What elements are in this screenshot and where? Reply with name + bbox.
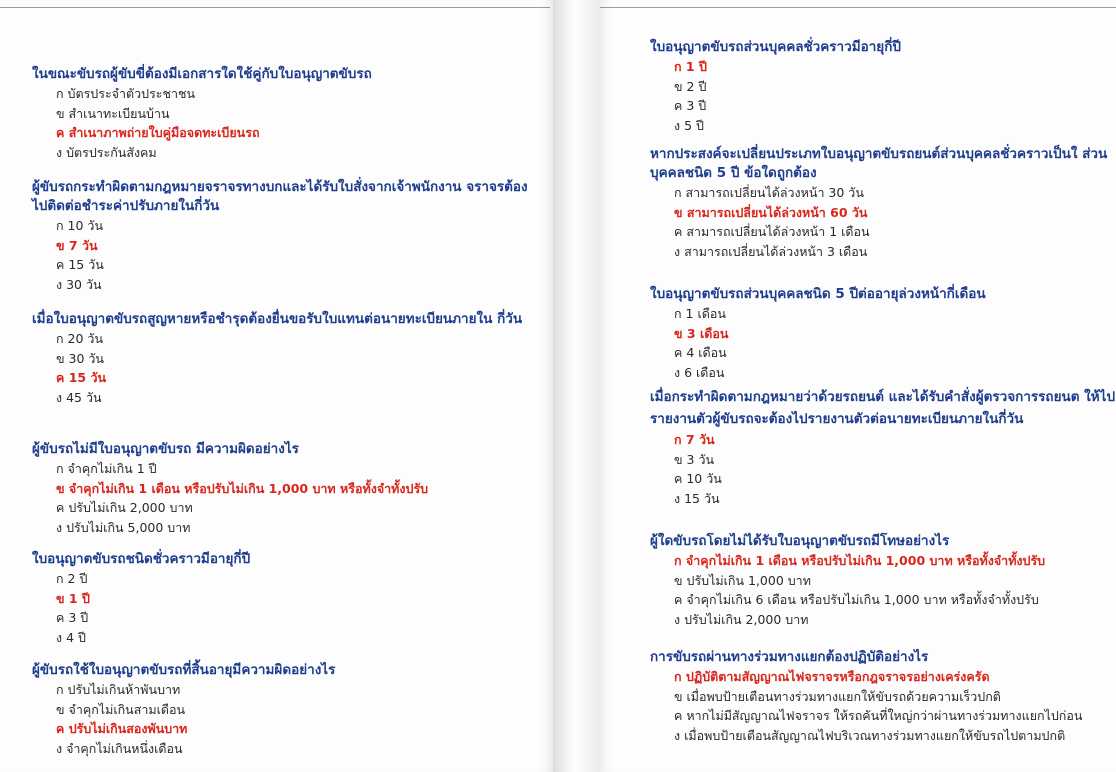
answer-option: ก 20 วัน bbox=[56, 331, 103, 346]
answer-option: ค ปรับไม่เกิน 2,000 บาท bbox=[56, 500, 193, 515]
page-top-rule bbox=[0, 7, 550, 8]
correct-answer-option: ข จำคุกไม่เกิน 1 เดือน หรือปรับไม่เกิน 1,000 บาท หรือทั้งจำทั้งปรับ bbox=[56, 480, 429, 496]
question-text: ผู้ขับรถไม่มีใบอนุญาตขับรถ มีความผิดอย่างไร bbox=[32, 441, 299, 457]
question-text: ใบอนุญาตขับรถส่วนบุคคลชนิด 5 ปีต่ออายุล่วงหน้ากี่เดือน bbox=[650, 286, 986, 302]
answer-option: ก 1 เดือน bbox=[674, 306, 726, 321]
answer-option: ข ปรับไม่เกิน 1,000 บาท bbox=[674, 572, 811, 588]
correct-answer-option: ค 15 วัน bbox=[56, 370, 107, 385]
answer-option: ค 10 วัน bbox=[674, 471, 722, 486]
correct-answer-option: ข 3 เดือน bbox=[674, 325, 729, 341]
question-block bbox=[32, 65, 372, 162]
answer-option: ก 2 ปี bbox=[56, 571, 88, 586]
correct-answer-option: ก ปฏิบัติตามสัญญาณไฟจราจรหรือกฎจราจรอย่างเคร่งครัด bbox=[674, 669, 990, 684]
answer-option: ง 45 วัน bbox=[56, 389, 102, 405]
answer-option: ค 4 เดือน bbox=[674, 345, 727, 360]
answer-option: ค 15 วัน bbox=[56, 257, 104, 272]
correct-answer-option: ก 1 ปี bbox=[674, 59, 707, 74]
answer-option: ง 6 เดือน bbox=[674, 364, 725, 380]
answer-option: ง สามารถเปลี่ยนได้ล่วงหน้า 3 เดือน bbox=[674, 243, 868, 259]
answer-option: ก บัตรประจำตัวประชาชน bbox=[56, 86, 196, 101]
correct-answer-option: ข สามารถเปลี่ยนได้ล่วงหน้า 60 วัน bbox=[674, 204, 868, 220]
question-text: ในขณะขับรถผู้ขับขี่ต้องมีเอกสารใดใช้คู่กับใบอนุญาตขับรถ bbox=[32, 66, 372, 82]
answer-option: ค จำคุกไม่เกิน 6 เดือน หรือปรับไม่เกิน 1,000 บาท หรือทั้งจำทั้งปรับ bbox=[674, 592, 1039, 607]
answer-option: ค 3 ปี bbox=[56, 610, 89, 625]
answer-option: ก สามารถเปลี่ยนได้ล่วงหน้า 30 วัน bbox=[674, 185, 864, 200]
question-text: ใบอนุญาตขับรถชนิดชั่วคราวมีอายุกี่ปี bbox=[32, 551, 251, 567]
question-text: การขับรถผ่านทางร่วมทางแยกต้องปฏิบัติอย่างไร bbox=[650, 649, 929, 665]
answer-option: ง จำคุกไม่เกินหนึ่งเดือน bbox=[56, 740, 183, 756]
page-top-rule bbox=[600, 7, 1116, 8]
answer-option: ง 15 วัน bbox=[674, 490, 720, 506]
answer-option: ง ปรับไม่เกิน 5,000 บาท bbox=[56, 519, 191, 535]
question-block bbox=[32, 178, 532, 294]
question-text: ผู้ใดขับรถโดยไม่ได้รับใบอนุญาตขับรถมีโทษอย่างไร bbox=[650, 533, 950, 549]
answer-option: ข สำเนาทะเบียนบ้าน bbox=[56, 105, 170, 121]
question-block bbox=[650, 648, 1082, 745]
question-block bbox=[650, 386, 1116, 508]
answer-option: ง 5 ปี bbox=[674, 117, 704, 133]
answer-option: ค หากไม่มีสัญญาณไฟจราจร ให้รถคันที่ใหญ่กว่าผ่านทางร่วมทางแยกไปก่อน bbox=[674, 708, 1083, 723]
correct-answer-option: ค ปรับไม่เกินสองพันบาท bbox=[56, 721, 188, 736]
question-block bbox=[32, 310, 542, 407]
question-block bbox=[650, 145, 1116, 261]
correct-answer-option: ก จำคุกไม่เกิน 1 เดือน หรือปรับไม่เกิน 1,000 บาท หรือทั้งจำทั้งปรับ bbox=[674, 553, 1046, 568]
answer-option: ง บัตรประกันสังคม bbox=[56, 144, 157, 160]
question-text: เมื่อกระทำผิดตามกฎหมายว่าด้วยรถยนต์ และได้รับคำสั่งผู้ตรวจการรถยนต ให้ไปรายงานตัวผู้ขับรถจะต้องไปรายงานตัวต่อนายทะเบียนภายในกี่วัน bbox=[650, 389, 1116, 427]
question-text: ผู้ขับรถใช้ใบอนุญาตขับรถที่สิ้นอายุมีความผิดอย่างไร bbox=[32, 662, 336, 678]
answer-option: ข เมื่อพบป้ายเตือนทางร่วมทางแยกให้ขับรถด้วยความเร็วปกติ bbox=[674, 688, 1001, 704]
answer-option: ง 30 วัน bbox=[56, 276, 102, 292]
question-block bbox=[650, 285, 986, 382]
answer-option: ง 4 ปี bbox=[56, 629, 86, 645]
question-block bbox=[32, 661, 335, 758]
question-text: ใบอนุญาตขับรถส่วนบุคคลชั่วคราวมีอายุกี่ปี bbox=[650, 39, 901, 55]
answer-option: ข จำคุกไม่เกินสามเดือน bbox=[56, 701, 186, 717]
question-block bbox=[650, 38, 901, 135]
question-block bbox=[650, 532, 1045, 629]
left-page bbox=[0, 0, 553, 772]
correct-answer-option: ค สำเนาภาพถ่ายใบคู่มือจดทะเบียนรถ bbox=[56, 125, 260, 140]
answer-option: ค 3 ปี bbox=[674, 98, 707, 113]
book-gutter bbox=[553, 0, 600, 772]
answer-option: ก ปรับไม่เกินห้าพันบาท bbox=[56, 682, 181, 697]
answer-option: ง เมื่อพบป้ายเตือนสัญญาณไฟบริเวณทางร่วมทางแยกให้ขับรถไปตามปกติ bbox=[674, 727, 1066, 743]
answer-option: ข 2 ปี bbox=[674, 78, 707, 94]
correct-answer-option: ข 7 วัน bbox=[56, 237, 98, 253]
right-page bbox=[600, 0, 1116, 772]
answer-option: ก 10 วัน bbox=[56, 218, 103, 233]
question-text: ผู้ขับรถกระทำผิดตามกฎหมายจราจรทางบกและได้รับใบสั่งจากเจ้าพนักงาน จราจรต้องไปติดต่อชำระค่าปรับภายในกี่วัน bbox=[32, 179, 528, 214]
question-text: หากประสงค์จะเปลี่ยนประเภทใบอนุญาตขับรถยนต์ส่วนบุคคลชั่วคราวเป็นใ ส่วนบุคคลชนิด 5 ปี ข้อใดถูกต้อง bbox=[650, 146, 1108, 181]
correct-answer-option: ก 7 วัน bbox=[674, 432, 715, 447]
answer-option: ข 30 วัน bbox=[56, 350, 104, 366]
question-block bbox=[32, 550, 250, 647]
answer-option: ง ปรับไม่เกิน 2,000 บาท bbox=[674, 611, 809, 627]
answer-option: ข 3 วัน bbox=[674, 451, 715, 467]
correct-answer-option: ข 1 ปี bbox=[56, 590, 90, 606]
answer-option: ค สามารถเปลี่ยนได้ล่วงหน้า 1 เดือน bbox=[674, 224, 870, 239]
question-text: เมื่อใบอนุญาตขับรถสูญหายหรือชำรุดต้องยื่นขอรับใบแทนต่อนายทะเบียนภายใน กี่วัน bbox=[32, 311, 523, 327]
answer-option: ก จำคุกไม่เกิน 1 ปี bbox=[56, 461, 157, 476]
question-block bbox=[32, 440, 428, 537]
